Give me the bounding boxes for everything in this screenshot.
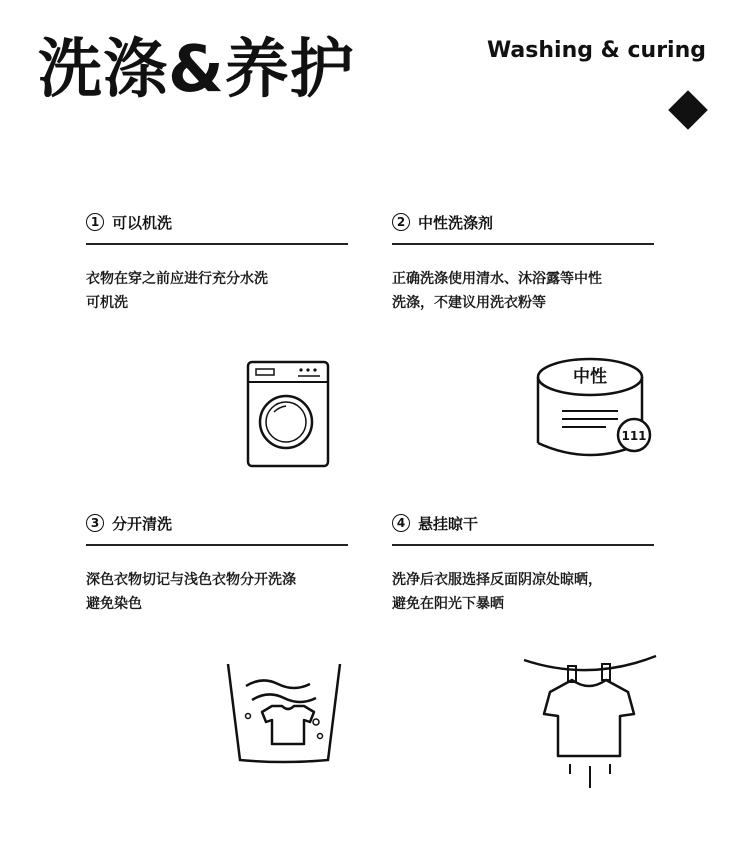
- card-title: 可以机洗: [112, 213, 173, 232]
- card-description: 正确洗涤使用清水、沐浴露等中性 洗涤，不建议用洗衣粉等: [392, 271, 602, 311]
- card-number: 1: [86, 213, 104, 231]
- card-number: 4: [392, 514, 410, 532]
- detergent-tub-icon: [536, 355, 658, 467]
- card-header: [392, 508, 654, 546]
- card-number: 3: [86, 514, 104, 532]
- card-description: 洗净后衣服选择反面阴凉处晾晒， 避免在阳光下暴晒: [392, 572, 602, 612]
- card-header: [86, 207, 348, 245]
- card-number: 2: [392, 213, 410, 231]
- card-header: [392, 207, 654, 245]
- card-title: 中性洗涤剂: [418, 213, 494, 232]
- card-description: 衣物在穿之前应进行充分水洗 可机洗: [86, 271, 268, 311]
- care-card-separate-wash: [86, 508, 348, 616]
- card-description: 深色衣物切记与浅色衣物分开洗涤 避免染色: [86, 572, 296, 612]
- care-card-neutral-detergent: [392, 207, 654, 315]
- care-card-machine-wash: [86, 207, 348, 315]
- card-title: 分开清洗: [112, 514, 173, 533]
- page-title: 洗涤&养护: [38, 33, 355, 107]
- wash-basin-icon: [224, 660, 344, 766]
- detergent-badge: 111: [621, 429, 647, 443]
- card-title: 悬挂晾干: [418, 514, 479, 533]
- diamond-icon: [668, 90, 708, 130]
- washing-machine-icon: [246, 360, 330, 468]
- page-subtitle: Washing & curing: [486, 38, 706, 63]
- care-card-hang-dry: [392, 508, 654, 616]
- hanging-shirt-icon: [522, 652, 658, 792]
- detergent-label: 中性: [573, 367, 607, 387]
- card-header: [86, 508, 348, 546]
